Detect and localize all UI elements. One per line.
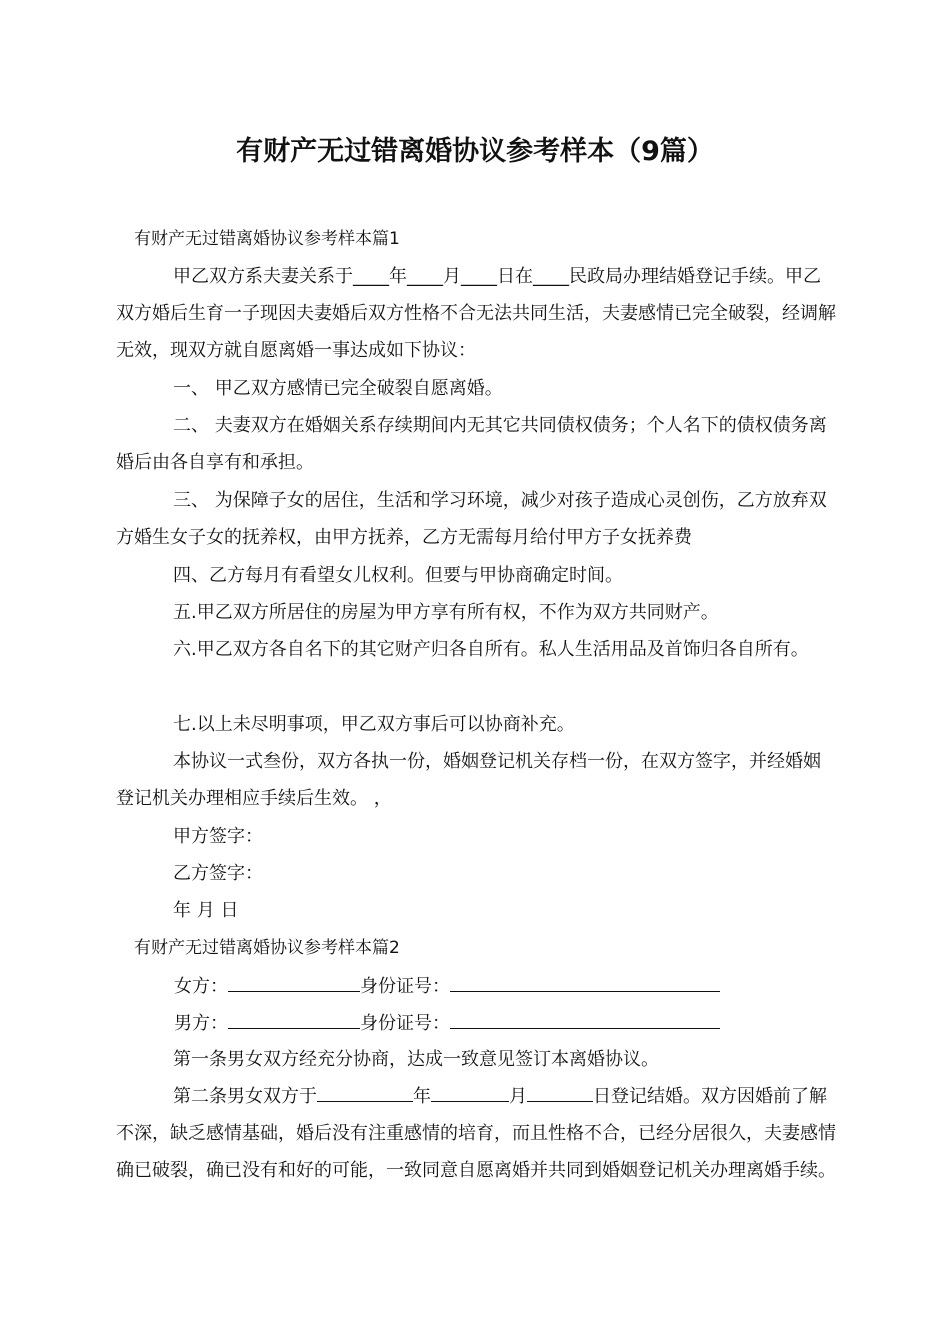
year-label: 年 bbox=[413, 1086, 431, 1107]
male-label: 男方： bbox=[174, 1013, 228, 1034]
female-name-blank bbox=[228, 974, 360, 992]
female-id-blank bbox=[450, 974, 720, 992]
male-id-blank bbox=[450, 1011, 720, 1029]
closing-paragraph: 本协议一式叁份，双方各执一份，婚姻登记机关存档一份，在双方签字，并经婚姻登记机关办理相应手续后生效。 ， bbox=[116, 751, 821, 809]
article-2 bbox=[116, 1078, 836, 1189]
month-label: 月 bbox=[509, 1086, 527, 1107]
clause-5: 五.甲乙双方所居住的房屋为甲方享有所有权，不作为双方共同财产。 bbox=[173, 602, 719, 623]
male-id-label: 身份证号： bbox=[360, 1013, 450, 1034]
document-title: 有财产无过错离婚协议参考样本（9篇） bbox=[236, 136, 714, 167]
signature-party-a: 甲方签字： bbox=[173, 826, 263, 847]
female-label: 女方： bbox=[174, 976, 228, 997]
section-heading-2: 有财产无过错离婚协议参考样本篇2 bbox=[134, 938, 400, 958]
clause-3: 三、 为保障子女的居住，生活和学习环境，减少对孩子造成心灵创伤，乙方放弃双方婚生女子女的抚养权，由甲方抚养，乙方无需每月给付甲方子女抚养费 bbox=[116, 490, 827, 548]
month-blank bbox=[431, 1084, 509, 1102]
clause-2: 二、 夫妻双方在婚姻关系存续期间内无其它共同债权债务；个人名下的债权债务离婚后由各自享有和承担。 bbox=[116, 415, 827, 473]
year-blank bbox=[317, 1084, 413, 1102]
section-heading-1: 有财产无过错离婚协议参考样本篇1 bbox=[134, 229, 400, 249]
article-1: 第一条男女双方经充分协商，达成一致意见签订本离婚协议。 bbox=[173, 1049, 659, 1070]
clause-7: 七.以上未尽明事项，甲乙双方事后可以协商补充。 bbox=[173, 714, 575, 735]
female-info-line bbox=[174, 974, 720, 999]
female-id-label: 身份证号： bbox=[360, 976, 450, 997]
article-2-prefix: 第二条男女双方于 bbox=[173, 1086, 317, 1107]
day-blank bbox=[527, 1084, 593, 1102]
intro-paragraph: 甲乙双方系夫妻关系于____年____月____日在____民政局办理结婚登记手续。甲乙双方婚后生育一子现因夫妻婚后双方性格不合无法共同生活，夫妻感情已完全破裂，经调解无效，现双方就自愿离婚一事达成如下协议： bbox=[116, 266, 836, 361]
article-2-rest: 日登记结婚。双方因婚前了解不深，缺乏感情基础，婚后没有注重感情的培育，而且性格不合，已经分居很久，夫妻感情确已破裂，确已没有和好的可能，一致同意自愿离婚并共同到婚姻登记机关办理离婚手续。 bbox=[116, 1086, 836, 1181]
signature-date: 年 月 日 bbox=[173, 900, 239, 921]
signature-party-b: 乙方签字： bbox=[173, 863, 263, 884]
clause-4: 四、乙方每月有看望女儿权利。但要与甲协商确定时间。 bbox=[173, 565, 623, 586]
clause-6: 六.甲乙双方各自名下的其它财产归各自所有。私人生活用品及首饰归各自所有。 bbox=[173, 639, 809, 660]
clause-1: 一、 甲乙双方感情已完全破裂自愿离婚。 bbox=[173, 378, 503, 399]
male-name-blank bbox=[228, 1011, 360, 1029]
male-info-line bbox=[174, 1011, 720, 1036]
